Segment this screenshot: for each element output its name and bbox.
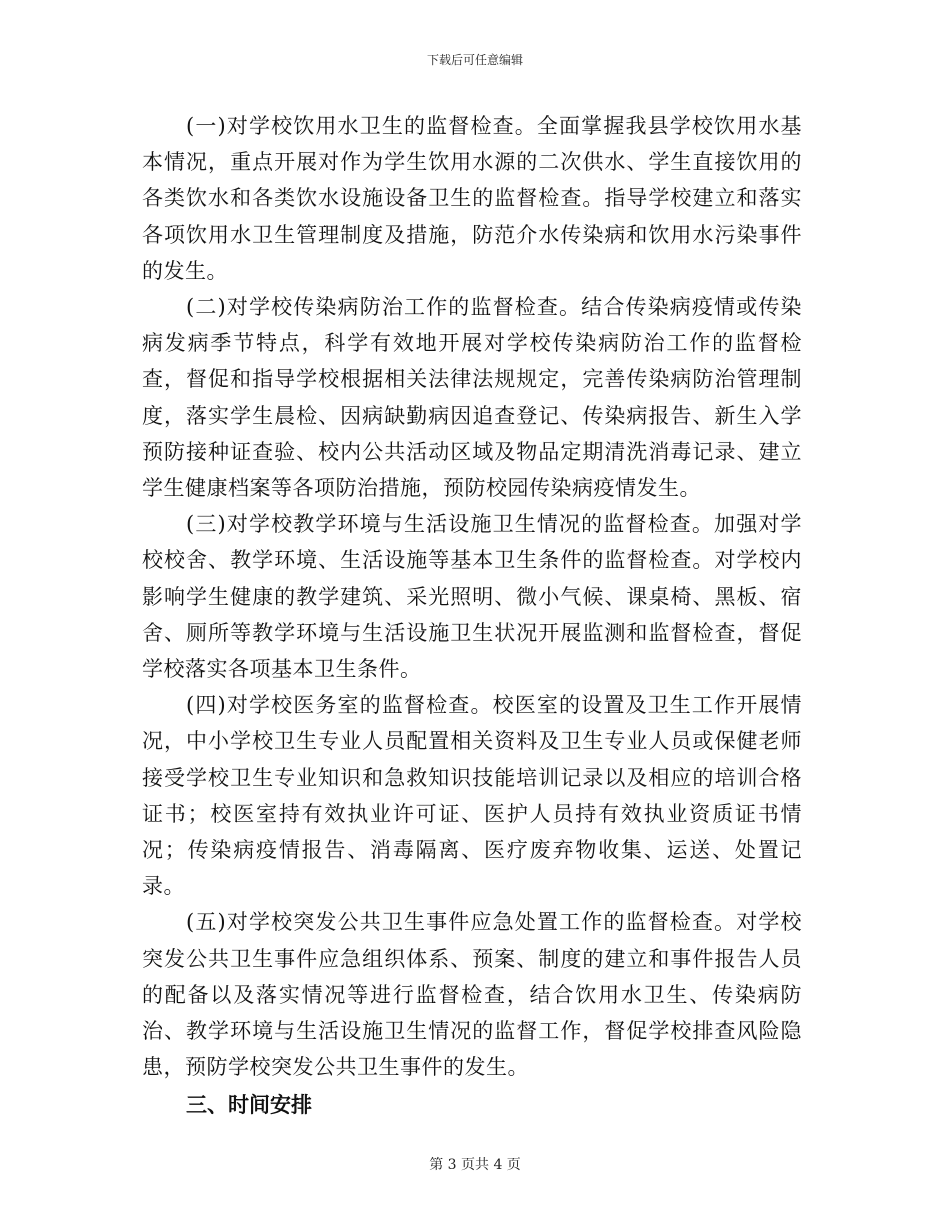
document-body bbox=[142, 108, 802, 1123]
page-header: 下载后可任意编辑 bbox=[426, 53, 523, 67]
paragraph-teaching-environment: (三)对学校教学环境与生活设施卫生情况的监督检查。加强对学校校舍、教学环境、生活设施等基本卫生条件的监督检查。对学校内影响学生健康的教学建筑、采光照明、微小气候、课桌椅、黑板、宿舍、厕所等教学环境与生活设施卫生状况开展监测和监督检查，督促学校落实各项基本卫生条件。 bbox=[142, 512, 802, 682]
paragraph-infectious-disease: (二)对学校传染病防治工作的监督检查。结合传染病疫情或传染病发病季节特点，科学有效地开展对学校传染病防治工作的监督检查，督促和指导学校根据相关法律法规规定，完善传染病防治管理制度，落实学生晨检、因病缺勤病因追查登记、传染病报告、新生入学预防接种证查验、校内公共活动区域及物品定期清洗消毒记录、建立学生健康档案等各项防治措施，预防校园传染病疫情发生。 bbox=[142, 295, 802, 501]
page-number: 第 3 页共 4 页 bbox=[429, 1157, 521, 1173]
section-heading: 三、时间安排 bbox=[186, 1093, 312, 1118]
paragraph-medical-room: (四)对学校医务室的监督检查。校医室的设置及卫生工作开展情况，中小学校卫生专业人员配置相关资料及卫生专业人员或保健老师接受学校卫生专业知识和急救知识技能培训记录以及相应的培训合格证书；校医室持有效执业许可证、医护人员持有效执业资质证书情况；传染病疫情报告、消毒隔离、医疗废弃物收集、运送、处置记录。 bbox=[142, 693, 802, 899]
paragraph-drinking-water: (一)对学校饮用水卫生的监督检查。全面掌握我县学校饮用水基本情况，重点开展对作为学生饮用水源的二次供水、学生直接饮用的各类饮水和各类饮水设施设备卫生的监督检查。指导学校建立和落实各项饮用水卫生管理制度及措施，防范介水传染病和饮用水污染事件的发生。 bbox=[142, 114, 802, 283]
paragraph-emergency-response: (五)对学校突发公共卫生事件应急处置工作的监督检查。对学校突发公共卫生事件应急组织体系、预案、制度的建立和事件报告人员的配备以及落实情况等进行监督检查，结合饮用水卫生、传染病防治、教学环境与生活设施卫生情况的监督工作，督促学校排查风险隐患，预防学校突发公共卫生事件的发生。 bbox=[142, 910, 802, 1080]
